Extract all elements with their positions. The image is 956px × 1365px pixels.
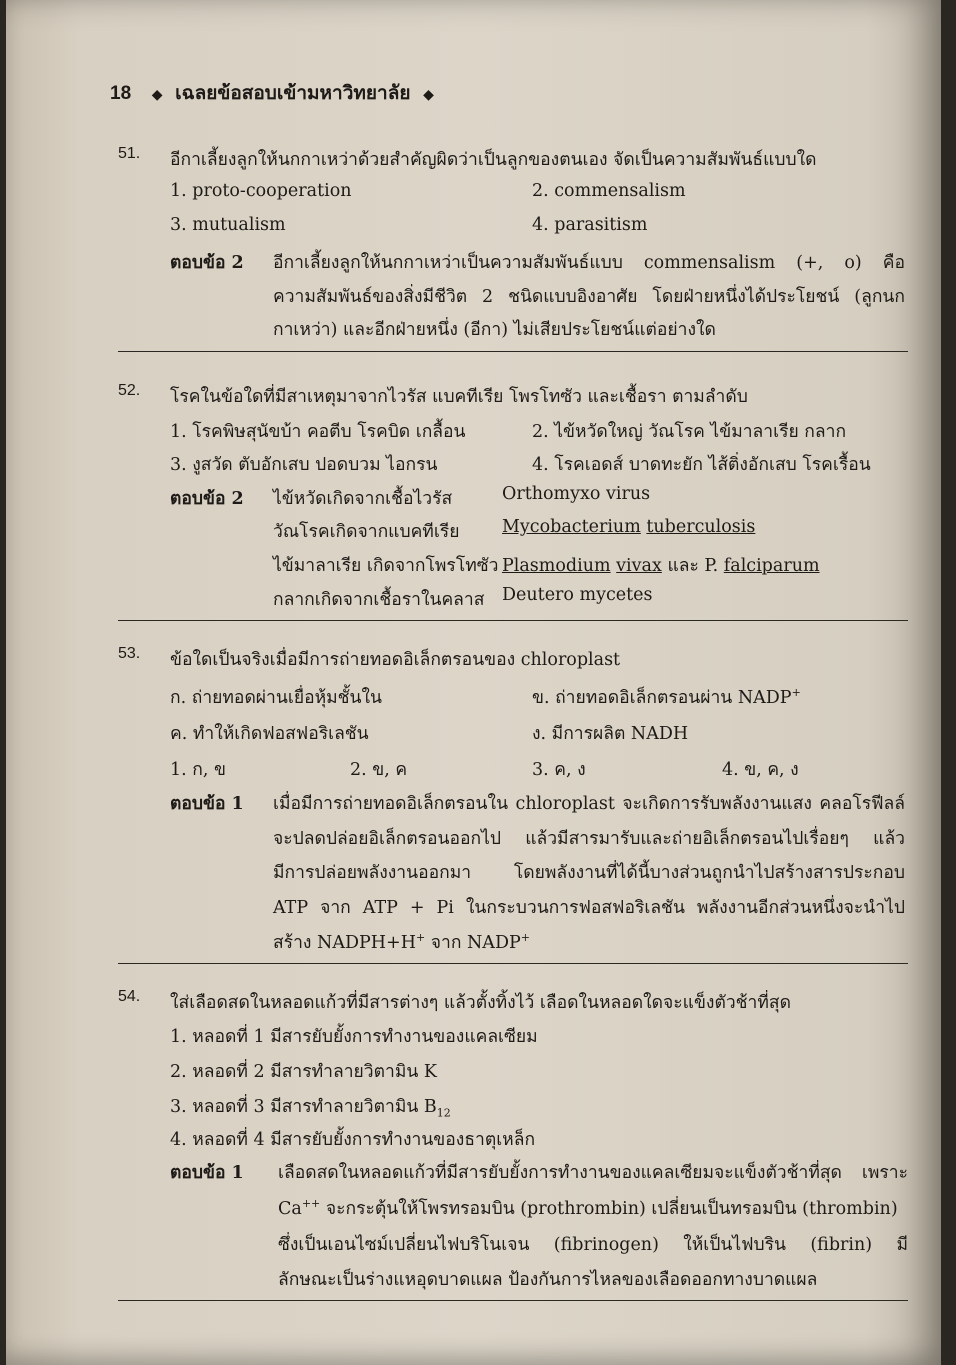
answer-line: จะปลดปล่อยอิเล็กตรอนออกไป แล้วมีสารมารับและถ่ายอิเล็กตรอนไปเรื่อยๆ แล้ว [273,829,905,849]
option-2: 2. ข, ค [350,760,408,780]
cause-disease: ไข้หวัดเกิดจากเชื้อไวรัส [273,489,453,509]
option-3: 3. งูสวัด ตับอักเสบ ปอดบวม ไอกรน [170,455,438,475]
answer-line: ลักษณะเป็นร่างแหอุดบาดแผล ป้องกันการไหลของเลือดออกทางบาดแผล [278,1270,818,1290]
option-1: 1. โรคพิษสุนัขบ้า คอตีบ โรคบิด เกลื้อน [170,422,466,442]
page-number: 18 [110,83,132,104]
genus-name: Mycobacterium [502,517,641,537]
option-4: 4. โรคเอดส์ บาดทะยัก ไส้ติ่งอักเสบ โรคเรื้อน [532,455,871,475]
answer-label: ตอบข้อ 1 [170,794,244,814]
cause-disease: วัณโรคเกิดจากแบคทีเรีย [273,522,460,542]
answer-line: เมื่อมีการถ่ายทอดอิเล็กตรอนใน chloroplast จะเกิดการรับพลังงานแสง คลอโรฟีลล์ [273,794,905,814]
answer-label: ตอบข้อ 1 [170,1163,244,1183]
diamond-icon: ◆ [423,87,434,103]
connector-text: และ P. [667,556,719,576]
answer-line: อีกาเลี้ยงลูกให้นกกาเหว่าเป็นความสัมพันธ์แบบ commensalism (+, o) คือ [273,253,905,273]
divider [118,1300,908,1301]
species-name: falciparum [723,556,820,576]
statement-ko: ก. ถ่ายทอดผ่านเยื่อหุ้มชั้นใน [170,688,383,708]
question-number: 52. [118,382,141,399]
divider [118,620,908,621]
answer-line: กาเหว่า) และอีกฝ่ายหนึ่ง (อีกา) ไม่เสียประโยชน์แต่อย่างใด [273,320,716,340]
diamond-icon: ◆ [151,87,163,103]
option-2: 2. commensalism [532,181,686,201]
statement-ngo: ง. มีการผลิต NADH [532,724,689,744]
option-4: 4. ข, ค, ง [722,760,799,780]
cause-organism: Orthomyxo virus [502,484,651,504]
answer-line: Ca++ จะกระตุ้นให้โพรทรอมบิน (prothrombin) เปลี่ยนเป็นทรอมบิน (thrombin) [278,1197,898,1219]
page-header [110,78,440,108]
option-3: 3. หลอดที่ 3 มีสารทำลายวิตามิน $B_{12}$ [170,1097,451,1120]
answer-line: สร้าง NADPH+H+ จาก NADP+ [273,931,530,953]
option-3: 3. ค, ง [532,760,586,780]
option-3: 3. mutualism [170,215,286,235]
question-text: อีกาเลี้ยงลูกให้นกกาเหว่าด้วยสำคัญผิดว่าเป็นลูกของตนเอง จัดเป็นความสัมพันธ์แบบใด [170,150,817,170]
option-2: 2. ไข้หวัดใหญ่ วัณโรค ไข้มาลาเรีย กลาก [532,422,847,442]
question-text: ใส่เลือดสดในหลอดแก้วที่มีสารต่างๆ แล้วตั้งทิ้งไว้ เลือดในหลอดใดจะแข็งตัวช้าที่สุด [170,993,791,1013]
answer-line: เลือดสดในหลอดแก้วที่มีสารยับยั้งการทำงานของแคลเซียมจะแข็งตัวช้าที่สุด เพราะ [278,1163,908,1183]
answer-line: ซึ่งเป็นเอนไซม์เปลี่ยนไฟบริโนเจน (fibrinogen) ให้เป็นไฟบริน (fibrin) มี [278,1235,908,1255]
option-4: 4. parasitism [532,215,648,235]
book-page [6,0,941,1365]
option-4: 4. หลอดที่ 4 มีสารยับยั้งการทำงานของธาตุเหล็ก [170,1130,536,1150]
cause-organism: Deutero mycetes [502,585,653,605]
answer-line: ATP จาก ATP + Pi ในกระบวนการฟอสฟอริเลชัน พลังงานอีกส่วนหนึ่งจะนำไป [273,898,905,918]
genus-name: Plasmodium [502,556,611,576]
question-number: 51. [118,145,141,162]
answer-line: มีการปล่อยพลังงานออกมา โดยพลังงานที่ได้นี้บางส่วนถูกนำไปสร้างสารประกอบ [273,863,905,883]
option-1: 1. ก, ข [170,760,226,780]
statement-kho: ข. ถ่ายทอดอิเล็กตรอนผ่าน NADP+ [532,686,801,708]
divider [118,963,908,964]
option-2: 2. หลอดที่ 2 มีสารทำลายวิตามิน K [170,1062,437,1082]
cause-disease: ไข้มาลาเรีย เกิดจากโพรโทซัว [273,556,499,576]
answer-label: ตอบข้อ 2 [170,253,244,273]
option-1: 1. proto-cooperation [170,181,352,201]
cause-organism [502,551,820,579]
species-name: tuberculosis [646,517,756,537]
statement-kho-khwai: ค. ทำให้เกิดฟอสฟอริเลชัน [170,724,369,744]
cause-disease: กลากเกิดจากเชื้อราในคลาส [273,590,485,610]
question-number: 54. [118,988,141,1005]
question-text: โรคในข้อใดที่มีสาเหตุมาจากไวรัส แบคทีเรีย โพรโทซัว และเชื้อรา ตามลำดับ [170,387,748,407]
divider [118,351,908,352]
cause-organism [502,517,755,537]
answer-line: ความสัมพันธ์ของสิ่งมีชีวิต 2 ชนิดแบบอิงอาศัย โดยฝ่ายหนึ่งได้ประโยชน์ (ลูกนก [273,287,905,307]
question-number: 53. [118,645,141,662]
species-name: vivax [616,556,662,576]
answer-label: ตอบข้อ 2 [170,489,244,509]
question-text: ข้อใดเป็นจริงเมื่อมีการถ่ายทอดอิเล็กตรอนของ chloroplast [170,650,621,670]
option-1: 1. หลอดที่ 1 มีสารยับยั้งการทำงานของแคลเซียม [170,1027,538,1047]
book-title: เฉลยข้อสอบเข้ามหาวิทยาลัย [175,82,411,104]
